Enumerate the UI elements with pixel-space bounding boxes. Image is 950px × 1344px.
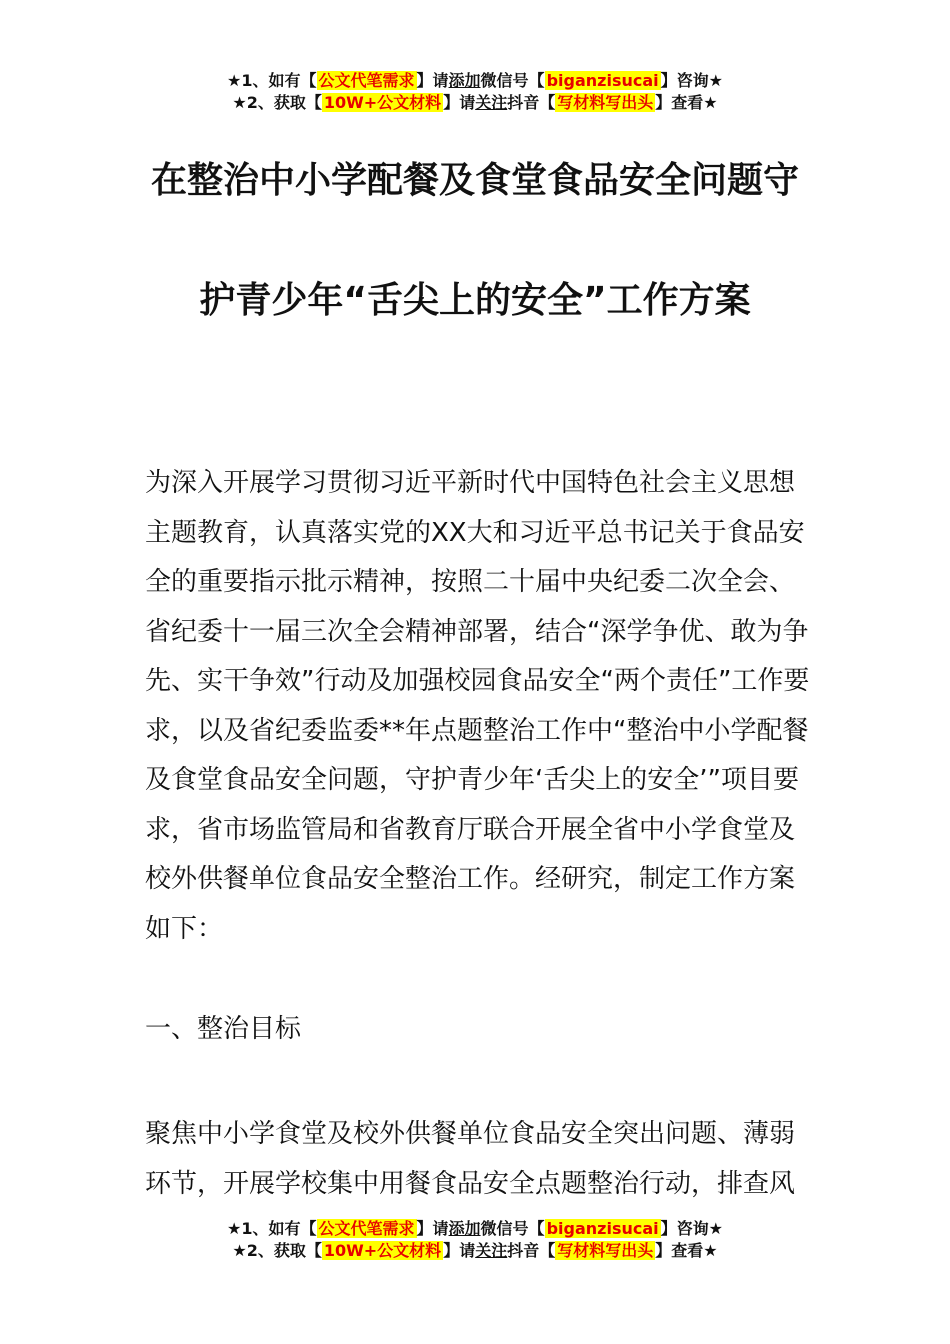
notice-line-1: ★1、如有【 公文代笔需求 】请添加微信号【 biganzisucai 】咨询★ bbox=[227, 71, 723, 90]
notice-line-1: ★1、如有【 公文代笔需求 】请添加微信号【 biganzisucai 】咨询★ bbox=[227, 1219, 723, 1238]
goals-paragraph: 聚焦中小学食堂及校外供餐单位食品安全突出问题、薄弱环节，开展学校集中用餐食品安全点题整治行动，排查风 bbox=[145, 1119, 796, 1199]
highlight-service: 公文代笔需求 bbox=[318, 1219, 415, 1238]
highlight-douyin: 写材料写出头 bbox=[557, 1241, 654, 1260]
header-notice bbox=[0, 70, 950, 114]
highlight-wechat-id: biganzisucai bbox=[546, 1219, 659, 1238]
highlight-wechat-id: biganzisucai bbox=[546, 71, 659, 90]
highlight-materials: 10W+公文材料 bbox=[323, 1241, 442, 1260]
notice-line-2: ★2、获取【 10W+公文材料 】请关注抖音【 写材料写出头 】查看★ bbox=[232, 1241, 718, 1260]
highlight-materials: 10W+公文材料 bbox=[323, 93, 442, 112]
document-title-line-1: 在整治中小学配餐及食堂食品安全问题守 bbox=[150, 160, 799, 201]
section-heading-goals: 一、整治目标 bbox=[145, 1014, 302, 1044]
highlight-douyin: 写材料写出头 bbox=[557, 93, 654, 112]
highlight-service: 公文代笔需求 bbox=[318, 71, 415, 90]
intro-paragraph: 为深入开展学习贯彻习近平新时代中国特色社会主义思想主题教育，认真落实党的XX大和习近平总书记关于食品安全的重要指示批示精神，按照二十届中央纪委二次全会、省纪委十一届三次全会精神部署，结合“深学争优、敢为争先、实干争效”行动及加强校园食品安全“两个责任”工作要求，以及省纪委监委**年点题整治工作中“整治中小学配餐及食堂食品安全问题，守护青少年‘舌尖上的安全’”项目要求，省市场监管局和省教育厅联合开展全省中小学食堂及校外供餐单位食品安全整治工作。经研究，制定工作方案如下： bbox=[145, 468, 810, 944]
notice-line-2: ★2、获取【 10W+公文材料 】请关注抖音【 写材料写出头 】查看★ bbox=[232, 93, 718, 112]
document-title-line-2: 护青少年“舌尖上的安全”工作方案 bbox=[199, 280, 751, 321]
footer-notice bbox=[0, 1218, 950, 1262]
